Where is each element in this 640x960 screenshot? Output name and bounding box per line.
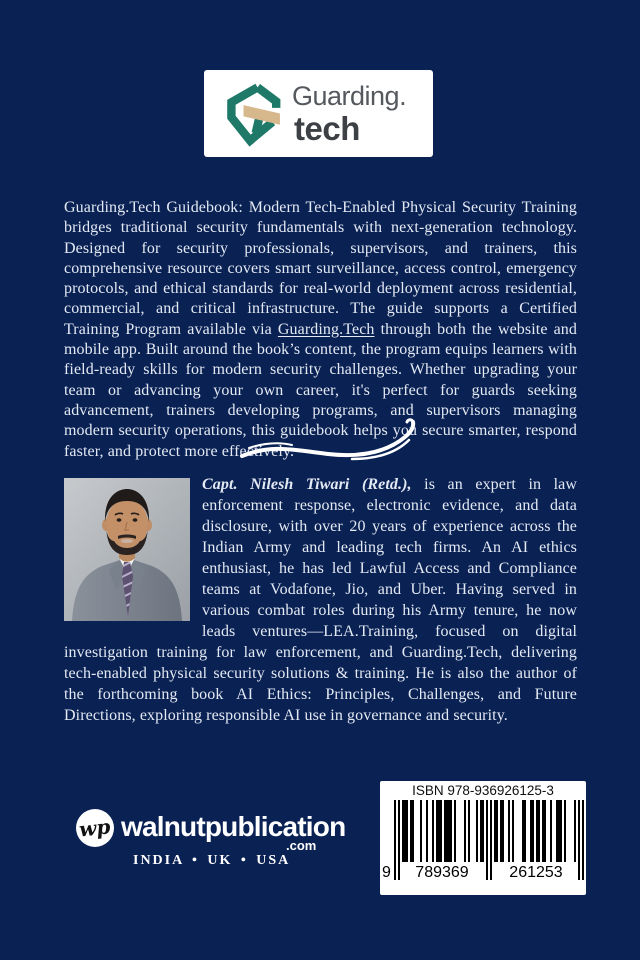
brand-name: Guarding. xyxy=(292,80,407,111)
publisher-block xyxy=(70,803,350,875)
isbn-label: ISBN 978-936926125-3 xyxy=(412,783,554,798)
author-bio-text: is an expert in law enforcement response, electronic evidence, and data disclosure, with over 20 years of experience across the Indian Army and leading tech firms. An AI ethics enthusiast, he has led Lawful Access and Compliance teams at Vodafone, Jio, and Uber. Having served in various combat roles during his Army tenure, he now leads ventures—LEA.Training, focused on digital investigation training for law enforcement, and Guarding.Tech, delivering tech-enabled physical security solutions & training. He is also the author of the forthcoming book AI Ethics: Principles, Challenges, and Future Directions, exploring responsible AI use in governance and security. xyxy=(64,476,578,724)
publisher-name: walnutpublication xyxy=(121,811,346,842)
ean13-barcode xyxy=(382,800,584,888)
isbn-barcode xyxy=(380,781,586,895)
guarding-tech-logo xyxy=(204,70,433,157)
barcode-right-digits: 261253 xyxy=(494,862,578,884)
wp-monogram-icon: wp xyxy=(78,814,112,842)
swash-divider xyxy=(202,418,450,466)
publisher-regions: INDIA • UK • USA xyxy=(133,853,291,868)
description-text-start: Guarding.Tech Guidebook: Modern Tech-Enabled Physical Security Training bridges traditional security fundamentals with next-generation technology. Designed for security professionals, supervisors, and trainers, this comprehensive resource covers smart surveillance, access control, emergency protocols, and ethical standards for real-world deployment across residential, commercial, and critical infrastructure. The guide supports a Certified Training Program available via xyxy=(64,199,577,338)
barcode-first-digit: 9 xyxy=(382,864,391,881)
publisher-domain-suffix: .com xyxy=(286,838,317,853)
description-text-end: through both the website and mobile app. Built around the book’s content, the program equips learners with field-ready skills for modern security challenges. Whether upgrading your team or advancing your own career, it's perfect for guards seeking advancement, trainers developing programs, and supervisors managing modern security operations, this guidebook helps you secure smarter, respond faster, and protect more effectively. xyxy=(64,320,577,460)
guarding-tech-link: Guarding.Tech xyxy=(277,320,375,338)
shield-g-icon xyxy=(218,79,284,149)
barcode-left-digits: 789369 xyxy=(400,862,484,884)
brand-tld: tech xyxy=(294,109,360,147)
author-name: Capt. Nilesh Tiwari (Retd.), xyxy=(202,476,412,493)
author-portrait xyxy=(64,478,190,621)
author-bio xyxy=(64,474,577,726)
walnut-logo-circle xyxy=(76,809,114,847)
